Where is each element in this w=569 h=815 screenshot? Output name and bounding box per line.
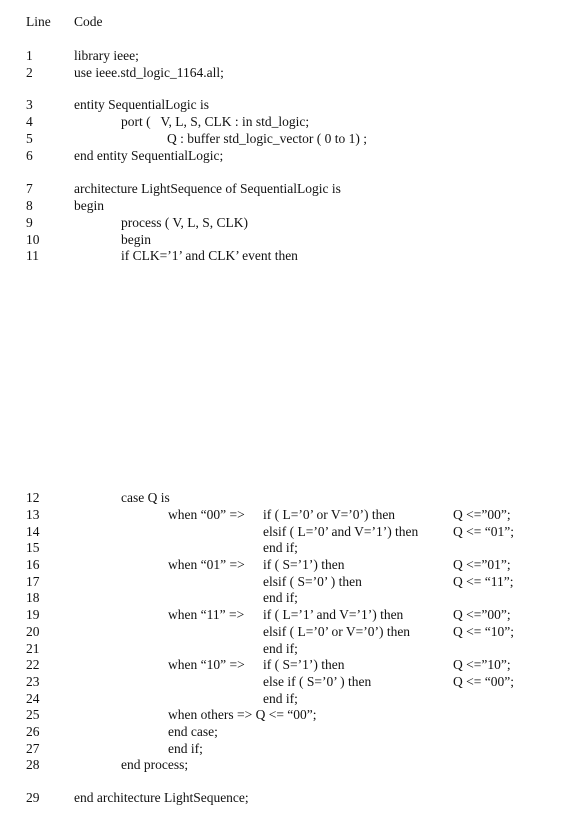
line-number: 7 bbox=[26, 181, 33, 196]
code-text: end if; bbox=[263, 641, 298, 656]
code-text: Q <= “01”; bbox=[453, 524, 514, 539]
code-text: elsif ( L=’0’ and V=’1’) then bbox=[263, 524, 419, 539]
line-number: 10 bbox=[26, 232, 40, 247]
code-text: if CLK=’1’ and CLK’ event then bbox=[121, 248, 298, 263]
line-number: 28 bbox=[26, 757, 40, 772]
line-number: 17 bbox=[26, 574, 40, 589]
code-text: Q <= “10”; bbox=[453, 624, 514, 639]
line-number: 23 bbox=[26, 674, 40, 689]
code-text: if ( S=’1’) then bbox=[263, 657, 345, 672]
line-number: 12 bbox=[26, 490, 40, 505]
code-text: architecture LightSequence of SequentialLogic is bbox=[74, 181, 341, 196]
code-text: if ( S=’1’) then bbox=[263, 557, 345, 572]
code-text: if ( L=’0’ or V=’0’) then bbox=[263, 507, 396, 522]
code-text: end if; bbox=[263, 540, 298, 555]
code-text: library ieee; bbox=[74, 48, 139, 63]
code-text: Q <=”01”; bbox=[453, 557, 511, 572]
code-text: when others => Q <= “00”; bbox=[168, 707, 317, 722]
line-number: 19 bbox=[26, 607, 40, 622]
code-text: end process; bbox=[121, 757, 189, 772]
code-text: when “11” => bbox=[168, 607, 245, 622]
code-text: Q <= “00”; bbox=[453, 674, 514, 689]
code-text: case Q is bbox=[121, 490, 170, 505]
line-number: 15 bbox=[26, 540, 40, 555]
line-number: 21 bbox=[26, 641, 40, 656]
line-number: 20 bbox=[26, 624, 40, 639]
code-text: Q <= “11”; bbox=[453, 574, 514, 589]
code-text: Q : buffer std_logic_vector ( 0 to 1) ; bbox=[167, 131, 367, 146]
code-text: when “10” => bbox=[168, 657, 245, 672]
line-number: 3 bbox=[26, 97, 33, 112]
line-number: 18 bbox=[26, 590, 40, 605]
code-text: begin bbox=[74, 198, 104, 213]
line-number: 14 bbox=[26, 524, 40, 539]
code-text: if ( L=’1’ and V=’1’) then bbox=[263, 607, 404, 622]
code-text: Q <=”00”; bbox=[453, 507, 511, 522]
line-number: 2 bbox=[26, 65, 33, 80]
code-text: port ( V, L, S, CLK : in std_logic; bbox=[121, 114, 310, 129]
code-text: process ( V, L, S, CLK) bbox=[121, 215, 248, 230]
code-text: Q <=”00”; bbox=[453, 607, 511, 622]
code-text: else if ( S=’0’ ) then bbox=[263, 674, 372, 689]
line-number: 22 bbox=[26, 657, 40, 672]
code-text: end entity SequentialLogic; bbox=[74, 148, 224, 163]
code-text: end if; bbox=[263, 590, 298, 605]
line-number: 16 bbox=[26, 557, 40, 572]
line-number: 27 bbox=[26, 741, 40, 756]
code-text: end if; bbox=[168, 741, 203, 756]
code-text: use ieee.std_logic_1164.all; bbox=[74, 65, 224, 80]
line-number: 6 bbox=[26, 148, 33, 163]
line-number: 25 bbox=[26, 707, 40, 722]
code-text: when “00” => bbox=[168, 507, 245, 522]
line-number: 29 bbox=[26, 790, 40, 805]
code-text: end if; bbox=[263, 691, 298, 706]
line-number: 1 bbox=[26, 48, 33, 63]
code-text: elsif ( L=’0’ or V=’0’) then bbox=[263, 624, 411, 639]
line-number: 13 bbox=[26, 507, 40, 522]
line-number: 9 bbox=[26, 215, 33, 230]
code-text: end architecture LightSequence; bbox=[74, 790, 249, 805]
code-column-header: Code bbox=[74, 14, 103, 29]
line-number: 4 bbox=[26, 114, 33, 129]
code-text: elsif ( S=’0’ ) then bbox=[263, 574, 362, 589]
line-number: 24 bbox=[26, 691, 40, 706]
code-text: Q <=”10”; bbox=[453, 657, 511, 672]
code-text: entity SequentialLogic is bbox=[74, 97, 209, 112]
line-number: 8 bbox=[26, 198, 33, 213]
code-text: begin bbox=[121, 232, 151, 247]
code-text: when “01” => bbox=[168, 557, 245, 572]
line-column-header: Line bbox=[26, 14, 51, 29]
line-number: 11 bbox=[26, 248, 39, 263]
line-number: 26 bbox=[26, 724, 40, 739]
line-number: 5 bbox=[26, 131, 33, 146]
code-text: end case; bbox=[168, 724, 218, 739]
